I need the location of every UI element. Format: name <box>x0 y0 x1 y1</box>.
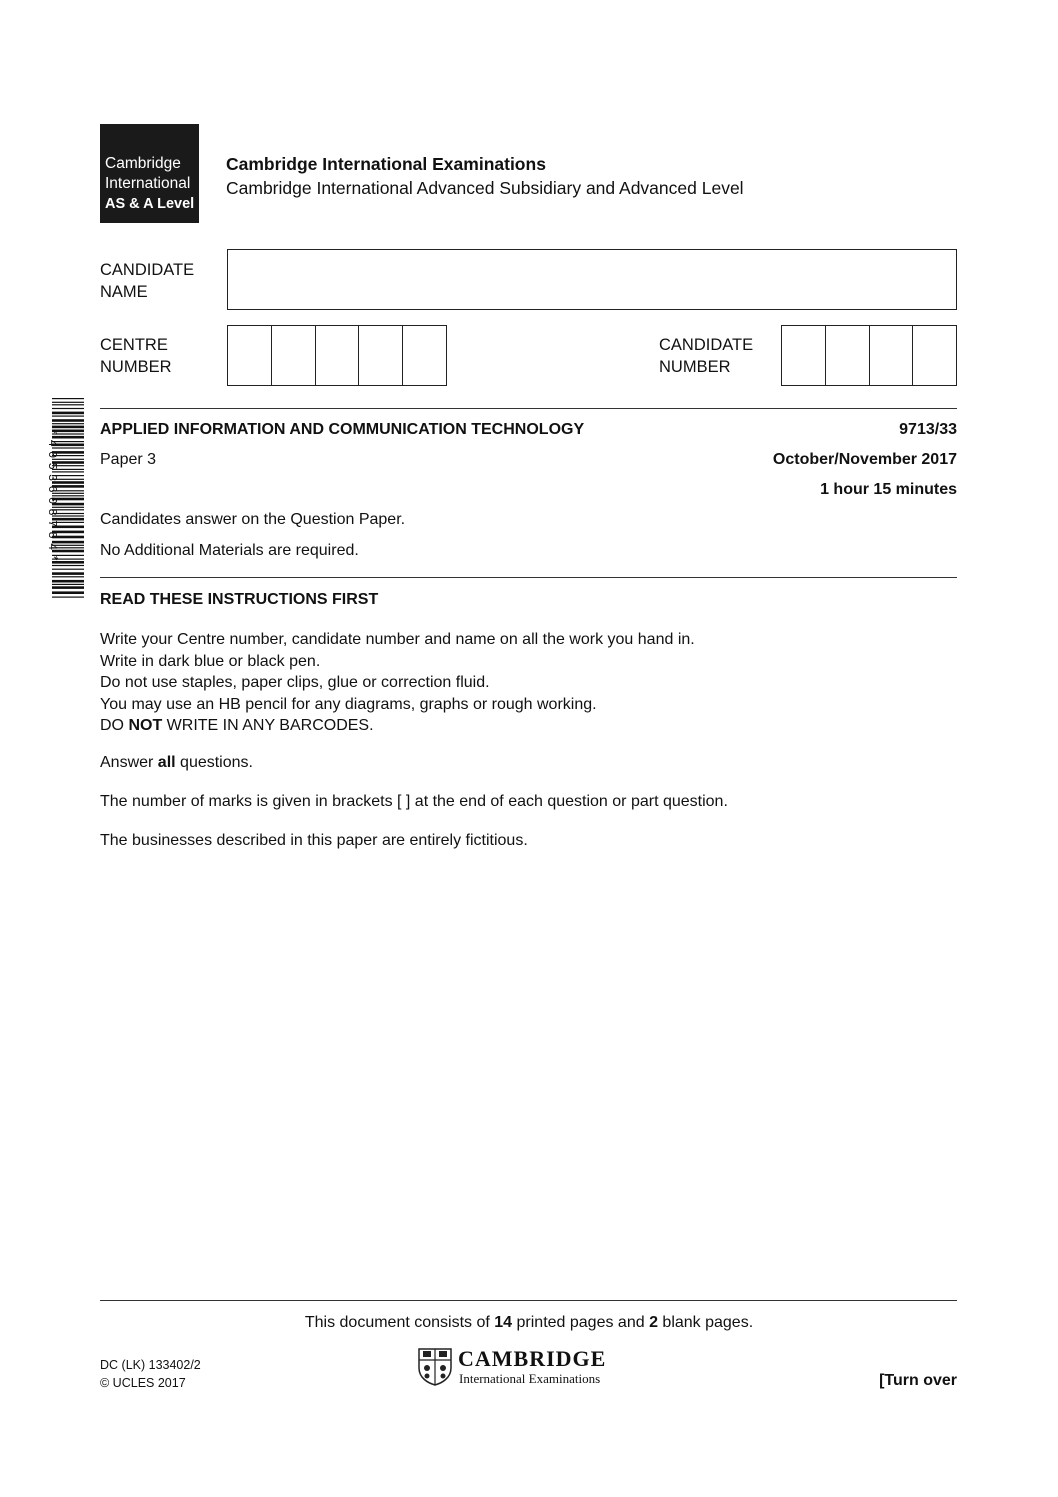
instructions-heading: READ THESE INSTRUCTIONS FIRST <box>100 591 379 608</box>
page-count-note <box>0 1314 1058 1332</box>
exam-session: October/November 2017 <box>772 451 957 468</box>
reference-code: DC (LK) 133402/2 <box>100 1358 201 1372</box>
divider-footer <box>100 1300 957 1301</box>
answer-note: Candidates answer on the Question Paper. <box>100 511 406 528</box>
barcodes-post: WRITE IN ANY BARCODES. <box>162 717 374 734</box>
candidate-name-field[interactable] <box>227 249 957 310</box>
barcode <box>38 398 84 598</box>
centre-number-cell[interactable] <box>228 326 272 385</box>
candidate-name-label-line2: NAME <box>100 283 148 301</box>
paper-code: 9713/33 <box>899 421 957 438</box>
centre-number-label-line2: NUMBER <box>100 358 172 376</box>
centre-number-label-line1: CENTRE <box>100 336 168 354</box>
candidate-number-label <box>659 334 753 378</box>
candidate-number-cell[interactable] <box>826 326 870 385</box>
turn-over: [Turn over <box>879 1372 957 1389</box>
instruction-line: Do not use staples, paper clips, glue or correction fluid. <box>100 674 490 691</box>
marks-note: The number of marks is given in brackets [ ] at the end of each question or part question. <box>100 793 728 810</box>
footer-brand-sub: International Examinations <box>459 1371 601 1386</box>
exam-duration: 1 hour 15 minutes <box>820 481 957 498</box>
candidate-number-field[interactable] <box>781 325 957 386</box>
footer-brand: CAMBRIDGE <box>458 1346 607 1371</box>
organisation-title: Cambridge International Examinations <box>226 154 546 174</box>
crest-icon <box>418 1348 452 1386</box>
centre-number-field[interactable] <box>227 325 447 386</box>
divider-top <box>100 408 957 409</box>
candidate-number-cell[interactable] <box>870 326 914 385</box>
divider-instructions <box>100 577 957 578</box>
centre-number-cell[interactable] <box>359 326 403 385</box>
subject-title: APPLIED INFORMATION AND COMMUNICATION TECHNOLOGY <box>100 421 585 438</box>
document-reference <box>100 1356 201 1392</box>
instructions-list <box>100 629 695 737</box>
instruction-barcodes <box>100 715 695 737</box>
doc-mid: printed pages and <box>512 1314 650 1331</box>
candidate-number-label-line2: NUMBER <box>659 358 731 376</box>
materials-note: No Additional Materials are required. <box>100 542 359 559</box>
answer-post: questions. <box>175 754 253 771</box>
candidate-name-label-line1: CANDIDATE <box>100 261 195 279</box>
qualification-title: Cambridge International Advanced Subsidiary and Advanced Level <box>226 178 744 198</box>
instruction-line: You may use an HB pencil for any diagrams, graphs or rough working. <box>100 695 597 713</box>
candidate-number-cell[interactable] <box>782 326 826 385</box>
centre-number-cell[interactable] <box>403 326 446 385</box>
answer-all-note <box>100 754 253 772</box>
answer-pre: Answer <box>100 754 158 771</box>
candidate-number-cell[interactable] <box>913 326 956 385</box>
fictitious-note: The businesses described in this paper are entirely fictitious. <box>100 832 528 849</box>
blank-pages: 2 <box>649 1314 658 1331</box>
barcodes-pre: DO <box>100 717 129 734</box>
logo-line-1: Cambridge <box>105 155 181 172</box>
copyright: © UCLES 2017 <box>100 1376 186 1390</box>
printed-pages: 14 <box>494 1314 513 1331</box>
candidate-name-label <box>100 259 194 303</box>
logo-line-2: International <box>105 175 191 192</box>
doc-post: blank pages. <box>657 1314 754 1331</box>
cambridge-logo <box>100 124 199 223</box>
barcodes-bold: NOT <box>128 717 163 734</box>
logo-line-3: AS & A Level <box>105 196 195 212</box>
centre-number-cell[interactable] <box>272 326 316 385</box>
answer-bold: all <box>157 754 176 771</box>
instruction-line: Write in dark blue or black pen. <box>100 652 321 670</box>
candidate-number-label-line1: CANDIDATE <box>659 336 754 354</box>
paper-number: Paper 3 <box>100 451 157 468</box>
doc-pre: This document consists of <box>304 1314 495 1331</box>
centre-number-cell[interactable] <box>316 326 360 385</box>
centre-number-label <box>100 334 172 378</box>
barcode-text: *4053608784* <box>45 427 59 566</box>
instruction-line: Write your Centre number, candidate number and name on all the work you hand in. <box>100 631 695 648</box>
